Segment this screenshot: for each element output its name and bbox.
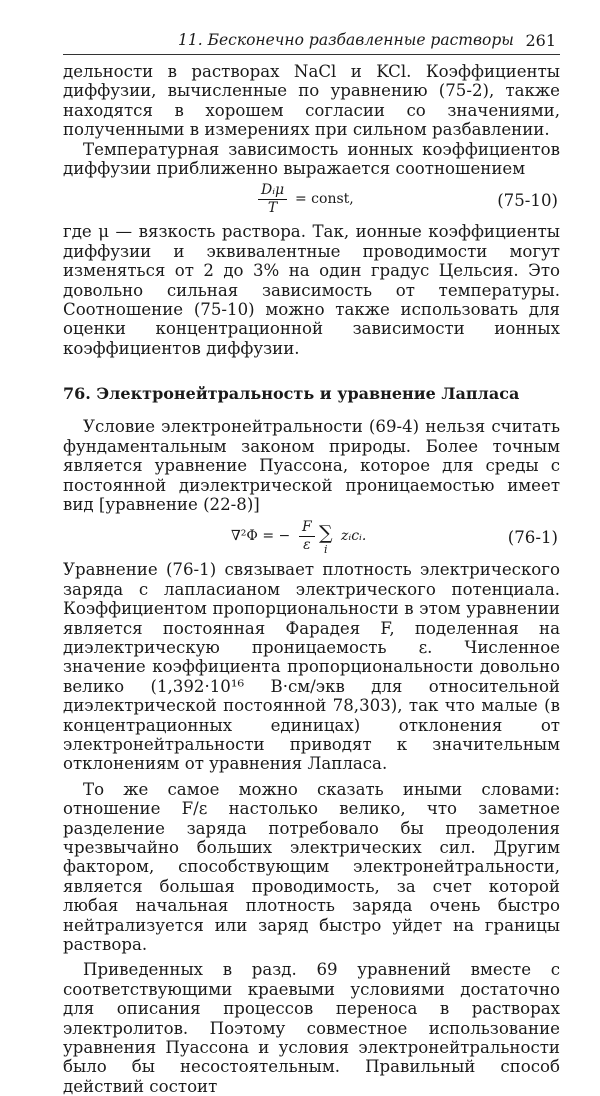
paragraph-5: Уравнение (76-1) связывает плотность электрического заряда с лапласианом электрического потенциала. Коэффициентом пропорциональности в этом уравнении является постоянная Фарадея F, поделенная на диэлектрическую проницаемость ε. Численное значение коэффициента пропорциональности довольно велико (1,392·10¹⁶ В·см/экв для относительной диэлектрической постоянной 78,303), так что малые (в концентрационных единицах) отклонения от электронейтральности приводят к значительным отклонениям от уравнения Лапласа. <box>63 560 560 774</box>
sum-index: i <box>324 543 328 557</box>
equation-fraction <box>258 182 287 217</box>
section-heading: 76. Электронейтральность и уравнение Лапласа <box>63 384 520 404</box>
equation-number: (76-1) <box>507 528 558 548</box>
fraction-denominator: T <box>267 200 278 217</box>
equation-number: (75-10) <box>497 191 558 211</box>
paragraph-2: Температурная зависимость ионных коэффициентов диффузии приближенно выражается соотношением <box>63 139 560 179</box>
equation-lhs: ∇²Φ = − <box>231 528 291 545</box>
paragraph-4: Условие электронейтральности (69-4) нельзя считать фундаментальным законом природы. Более точным является уравнение Пуассона, которое для среды с постоянной диэлектрической проницаемостью имеет вид [уравнение (22-8)] <box>63 417 560 514</box>
text-body <box>63 62 560 1096</box>
equation-75-10 <box>63 178 560 222</box>
equation-rhs: = const, <box>295 191 354 208</box>
running-header <box>63 28 560 55</box>
sum-term: zᵢcᵢ. <box>341 528 367 545</box>
paragraph-3: где μ — вязкость раствора. Так, ионные коэффициенты диффузии и эквивалентные проводимости могут изменяться от 2 до 3% на один градус Цельсия. Это довольно сильная зависимость от температуры. Соотношение (75-10) можно также использовать для оценки концентрационной зависимости ионных коэффициентов диффузии. <box>63 222 560 358</box>
page-number: 261 <box>525 31 556 50</box>
paragraph-1: дельности в растворах NaCl и KCl. Коэффициенты диффузии, вычисленные по уравнению (75-2), также находятся в хорошем согласии со значениями, полученными в измерениях при сильном разбавлении. <box>63 62 560 140</box>
running-title: 11. Бесконечно разбавленные растворы <box>178 31 514 49</box>
sum-symbol: ∑ <box>319 522 333 545</box>
paragraph-6: То же самое можно сказать иными словами: отношение F/ε настолько велико, что заметное разделение заряда потребовало бы преодоления чрезвычайно больших электрических сил. Другим фактором, способствующим электронейтральности, является большая проводимость, за счет которой любая начальная плотность заряда очень быстро нейтрализуется или заряд быстро уйдет на границы раствора. <box>63 779 560 955</box>
fraction-denominator-eps: ε <box>303 537 311 554</box>
fraction-numerator-f: F <box>299 519 315 537</box>
equation-76-1 <box>63 514 560 560</box>
equation-fraction-f-eps <box>299 519 315 554</box>
fraction-numerator: Dᵢμ <box>258 182 287 200</box>
paragraph-7: Приведенных в разд. 69 уравнений вместе с соответствующими краевыми условиями достаточно для описания процессов переноса в растворах электролитов. Поэтому совместное использование уравнения Пуассона и условия электронейтральности было бы несостоятельным. Правильный способ действий состоит <box>63 960 560 1096</box>
